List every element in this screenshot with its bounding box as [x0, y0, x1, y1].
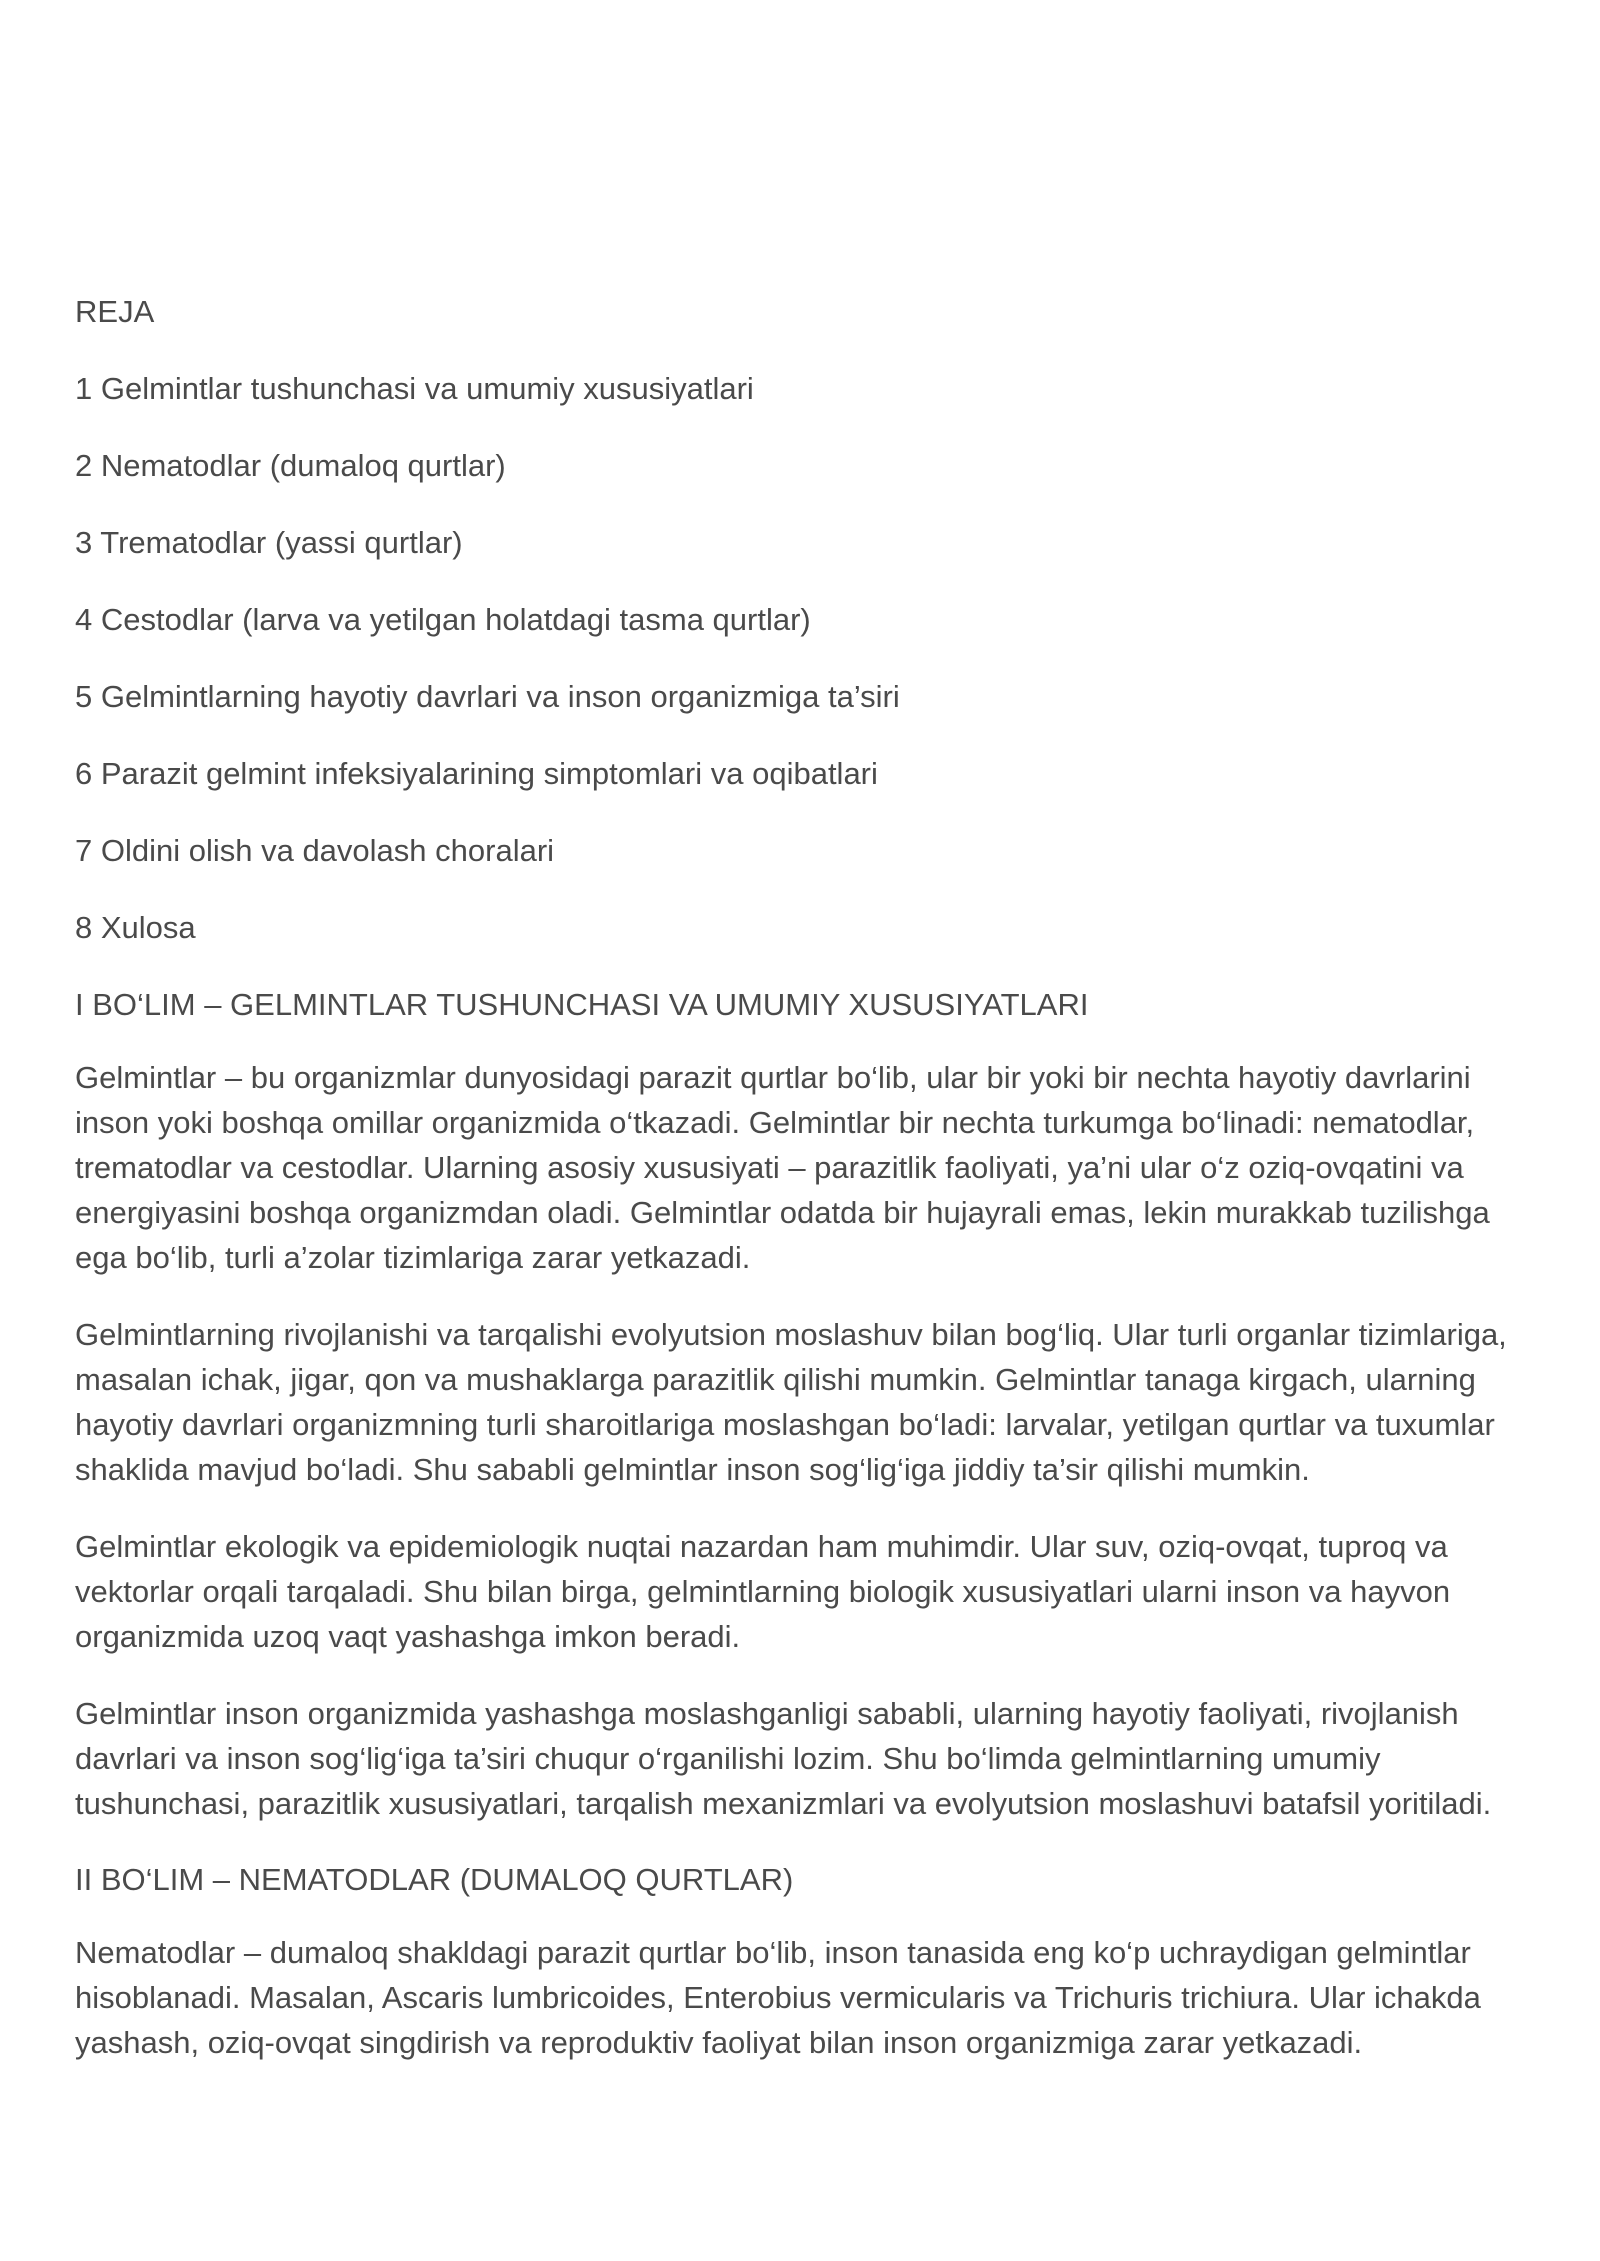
section-1-heading: I BO‘LIM – GELMINTLAR TUSHUNCHASI VA UMUMIY XUSUSIYATLARI — [75, 987, 1089, 1022]
section-2-heading: II BO‘LIM – NEMATODLAR (DUMALOQ QURTLAR) — [75, 1862, 794, 1897]
section-1-paragraph-2: Gelmintlarning rivojlanishi va tarqalishi evolyutsion moslashuv bilan bog‘liq. Ular turli organlar tizimlariga, masalan ichak, jigar, qon va mushaklarga parazitlik qilishi mumkin. Gelmintlar tanaga kirgach, ularning hayotiy davrlari organizmning turli sharoitlariga moslashgan bo‘ladi: larvalar, yetilgan qurtlar va tuxumlar shaklida mavjud bo‘ladi. Shu sababli gelmintlar inson sog‘lig‘iga jiddiy ta’sir qilishi mumkin. — [75, 1317, 1507, 1487]
section-1-paragraph-1: Gelmintlar – bu organizmlar dunyosidagi parazit qurtlar bo‘lib, ular bir yoki bir nechta hayotiy davrlarini inson yoki boshqa omillar organizmida o‘tkazadi. Gelmintlar bir nechta turkumga bo‘linadi: nematodlar, trematodlar va cestodlar. Ularning asosiy xususiyati – parazitlik faoliyati, ya’ni ular o‘z oziq-ovqatini va energiyasini boshqa organizmdan oladi. Gelmintlar odatda bir hujayrali emas, lekin murakkab tuzilishga ega bo‘lib, turli a’zolar tizimlariga zarar yetkazadi. — [75, 1060, 1490, 1275]
plan-item-8: 8 Xulosa — [75, 910, 196, 945]
plan-item-2: 2 Nematodlar (dumaloq qurtlar) — [75, 448, 506, 483]
plan-item-6: 6 Parazit gelmint infeksiyalarining simptomlari va oqibatlari — [75, 756, 878, 791]
plan-item-3: 3 Trematodlar (yassi qurtlar) — [75, 525, 463, 560]
plan-item-7: 7 Oldini olish va davolash choralari — [75, 833, 555, 868]
plan-title: REJA — [75, 294, 155, 329]
plan-item-4: 4 Cestodlar (larva va yetilgan holatdagi tasma qurtlar) — [75, 602, 811, 637]
plan-item-1: 1 Gelmintlar tushunchasi va umumiy xususiyatlari — [75, 371, 754, 406]
section-1-paragraph-3: Gelmintlar ekologik va epidemiologik nuqtai nazardan ham muhimdir. Ular suv, oziq-ovqat, tuproq va vektorlar orqali tarqaladi. Shu bilan birga, gelmintlarning biologik xususiyatlari ularni inson va hayvon organizmida uzoq vaqt yashashga imkon beradi. — [75, 1529, 1451, 1654]
section-1-paragraph-4: Gelmintlar inson organizmida yashashga moslashganligi sababli, ularning hayotiy faoliyati, rivojlanish davrlari va inson sog‘lig‘iga ta’siri chuqur o‘rganilishi lozim. Shu bo‘limda gelmintlarning umumiy tushunchasi, parazitlik xususiyatlari, tarqalish mexanizmlari va evolyutsion moslashuvi batafsil yoritiladi. — [75, 1696, 1492, 1821]
plan-item-5: 5 Gelmintlarning hayotiy davrlari va inson organizmiga ta’siri — [75, 679, 900, 714]
section-2-paragraph-1: Nematodlar – dumaloq shakldagi parazit qurtlar bo‘lib, inson tanasida eng ko‘p uchraydigan gelmintlar hisoblanadi. Masalan, Ascaris lumbricoides, Enterobius vermicularis va Trichuris trichiura. Ular ichakda yashash, oziq-ovqat singdirish va reproduktiv faoliyat bilan inson organizmiga zarar yetkazadi. — [75, 1935, 1481, 2060]
document-page — [75, 290, 1535, 2097]
